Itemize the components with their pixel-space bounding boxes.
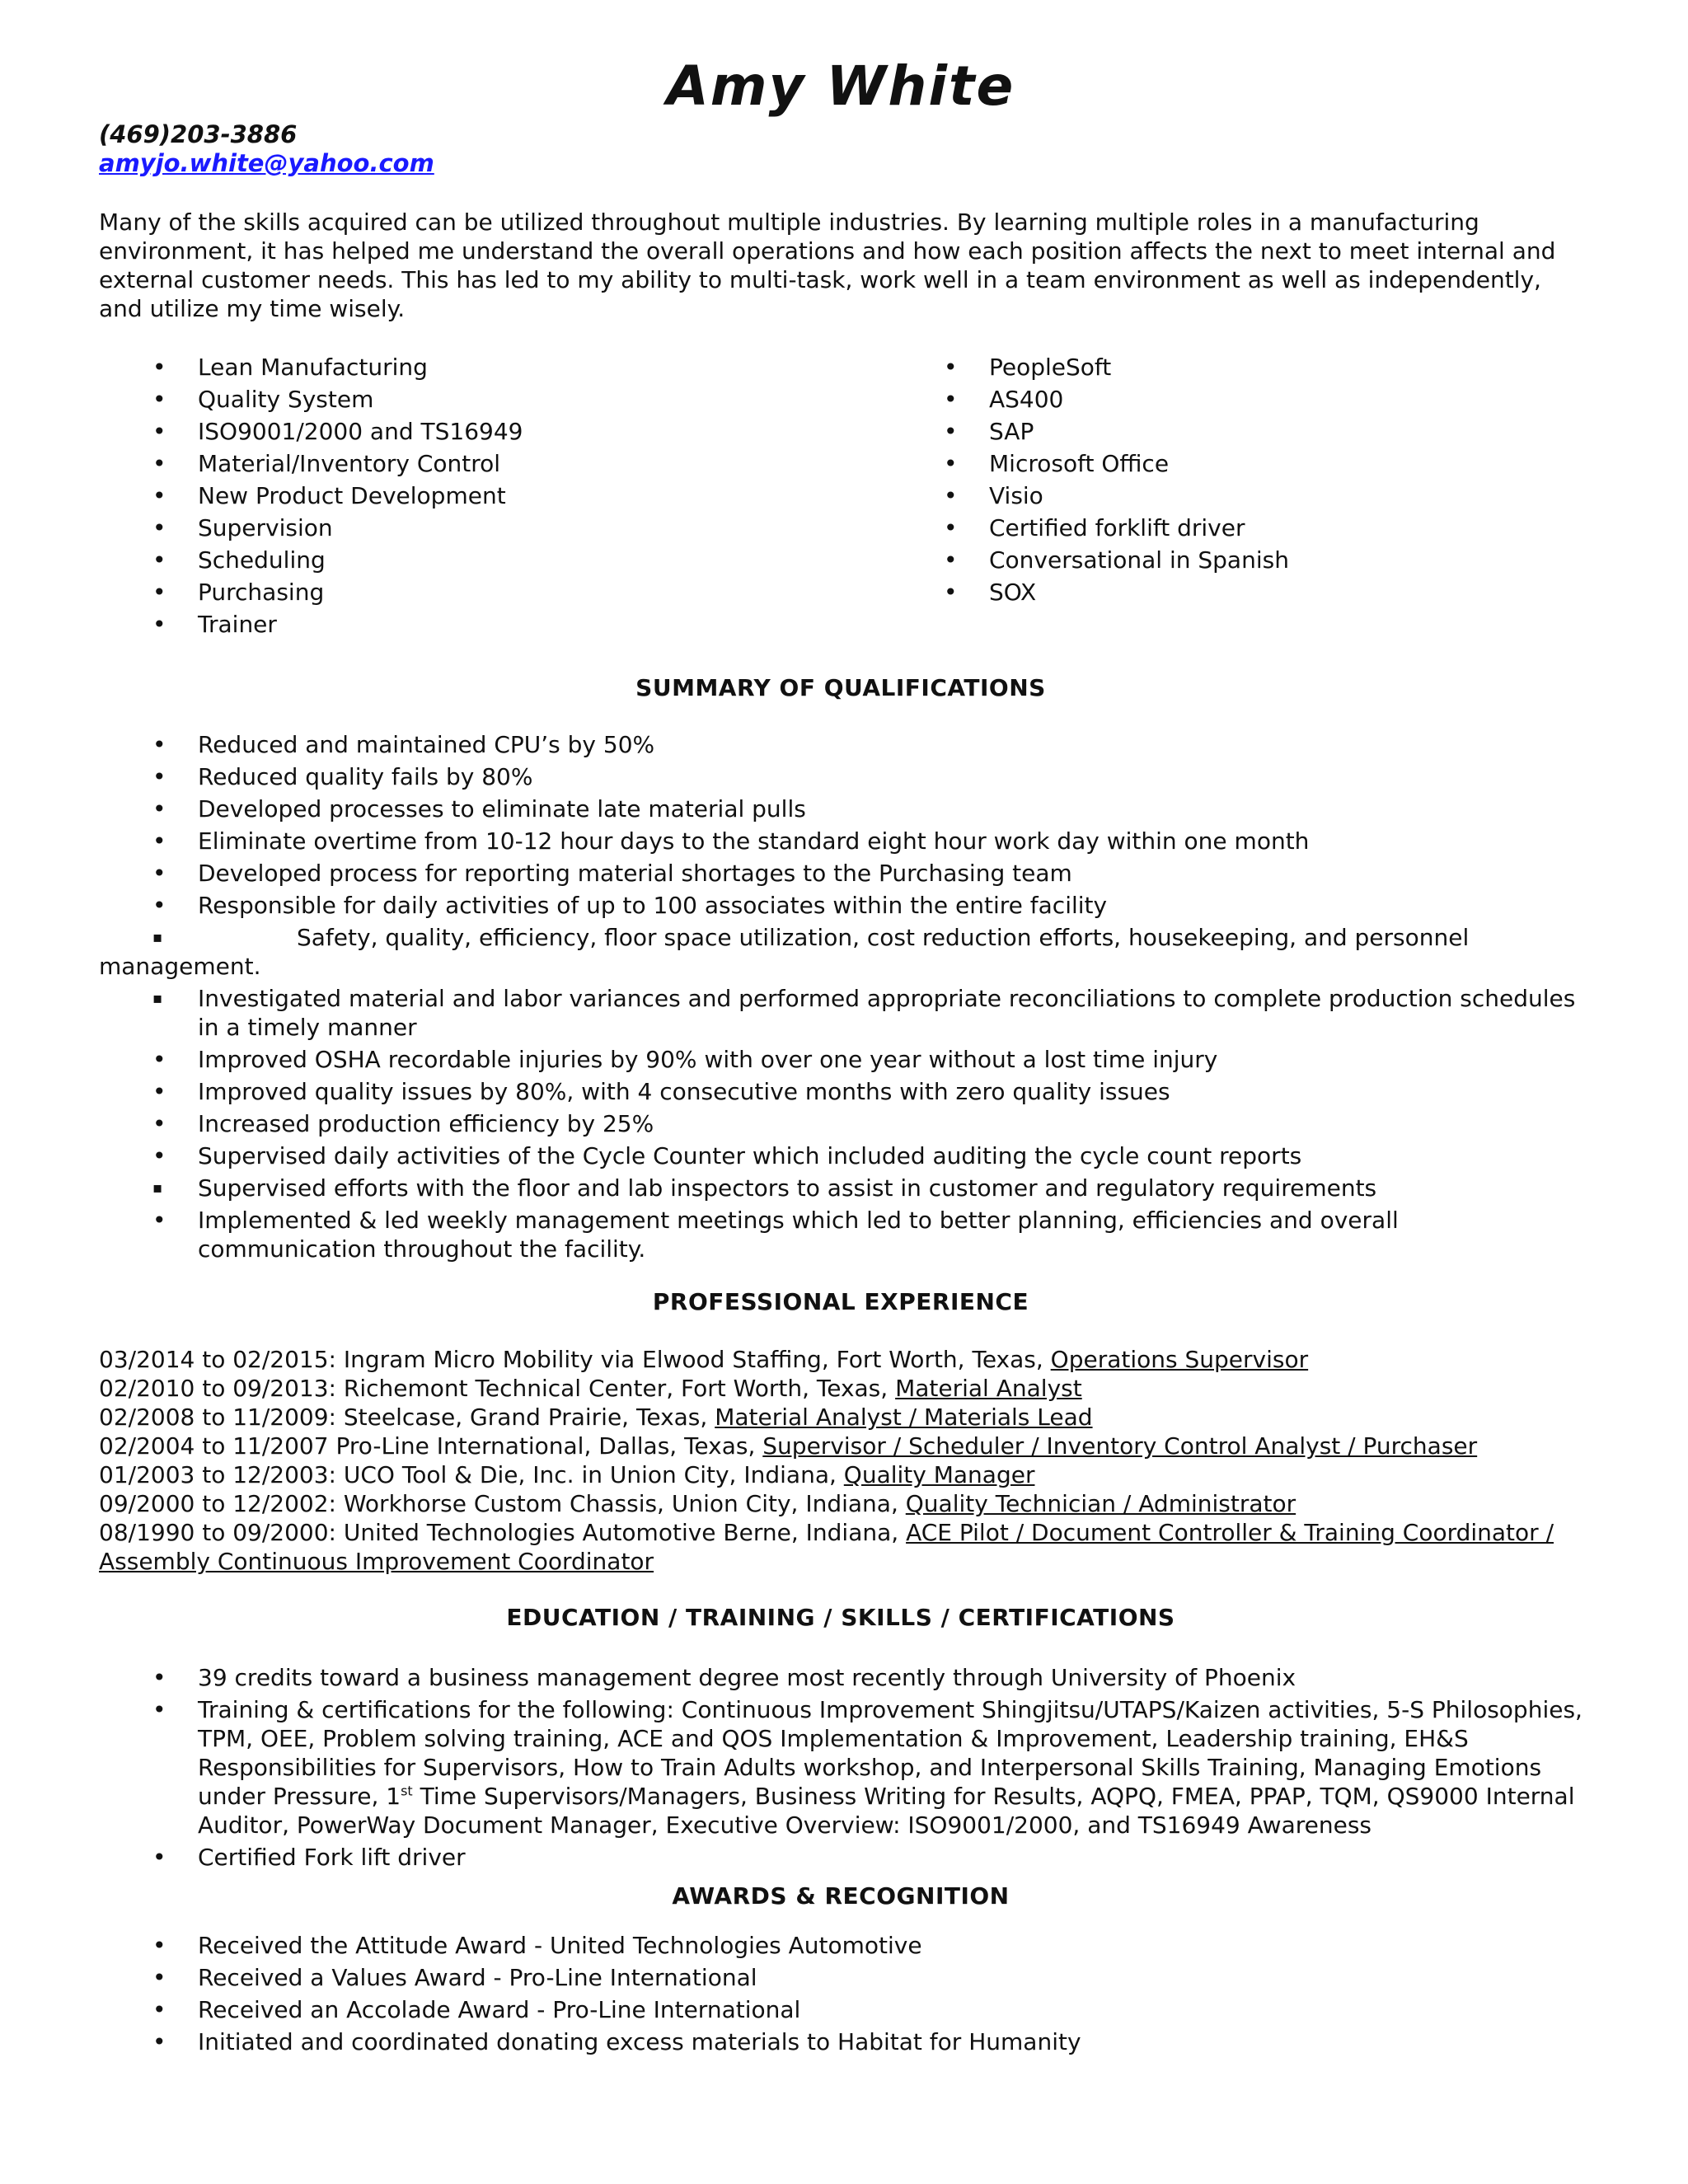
list-item: • Supervised daily activities of the Cycle Counter which included auditing the cycle count reports — [152, 1142, 1302, 1169]
list-item: • Visio — [890, 480, 1289, 512]
bullet-icon: • — [944, 386, 958, 413]
bullet-icon: • — [152, 546, 166, 574]
intro-paragraph: Many of the skills acquired can be utilized throughout multiple industries. By learning multiple roles in a manufacturing environment, it has helped me understand the overall operations and how each position affects the next to meet internal and external customer needs. This has led to my ability to multi-task, work well in a team environment as well as independently, and utilize my time wisely. — [99, 209, 1556, 322]
list-item: ▪ Investigated material and labor variances and performed appropriate reconciliations to complete production schedules in a timely manner — [152, 985, 1576, 1041]
bullet-icon: • — [944, 450, 958, 477]
experience-entry: 01/2003 to 12/2003: UCO Tool & Die, Inc. in Union City, Indiana, Quality Manager — [99, 1461, 1035, 1488]
job-title: Operations Supervisor — [1050, 1346, 1309, 1373]
job-title: Quality Technician / Administrator — [905, 1490, 1296, 1517]
experience-entry: 02/2008 to 11/2009: Steelcase, Grand Prairie, Texas, Material Analyst / Materials Lead — [99, 1404, 1093, 1431]
list-item: • Material/Inventory Control — [99, 448, 523, 480]
list-item: • Purchasing — [99, 576, 523, 608]
list-item: • ISO9001/2000 and TS16949 — [99, 415, 523, 448]
list-item: • Supervision — [99, 512, 523, 544]
candidate-name: Amy White — [666, 54, 1015, 118]
job-title: Material Analyst — [895, 1375, 1082, 1402]
list-item: ▪ Supervised efforts with the floor and lab inspectors to assist in customer and regulatory requirements — [152, 1174, 1377, 1202]
bullet-icon: • — [152, 579, 166, 606]
bullet-icon: • — [944, 514, 958, 541]
phone-number: (469)203-3886 — [99, 120, 298, 148]
list-item: • Eliminate overtime from 10-12 hour days to the standard eight hour work day within one month — [152, 827, 1310, 855]
awards-list — [99, 1931, 1582, 2060]
bullet-icon: • — [152, 795, 166, 823]
job-title: Material Analyst / Materials Lead — [715, 1404, 1093, 1431]
list-item: • Reduced quality fails by 80% — [152, 763, 533, 790]
bullet-icon: • — [152, 1996, 166, 2023]
list-item: • Trainer — [99, 608, 523, 640]
list-item: • Reduced and maintained CPU’s by 50% — [152, 731, 655, 758]
list-item: ▪ Safety, quality, efficiency, floor space utilization, cost reduction efforts, housekeeping, and personnel management. — [99, 924, 1470, 980]
job-title: ACE Pilot / Document Controller & Training Coordinator / Assembly Continuous Improvement Coordinator — [99, 1519, 1554, 1575]
list-item: • SAP — [890, 415, 1289, 448]
bullet-icon: • — [152, 763, 166, 790]
bullet-icon: • — [152, 1844, 166, 1871]
list-item: • Quality System — [99, 383, 523, 415]
experience-list — [99, 1345, 1582, 1576]
list-item: • Certified Fork lift driver — [152, 1844, 466, 1871]
square-bullet-icon: ▪ — [152, 929, 163, 946]
bullet-icon: • — [152, 1207, 166, 1234]
bullet-icon: • — [152, 827, 166, 855]
bullet-icon: • — [944, 354, 958, 381]
list-item: • Certified forklift driver — [890, 512, 1289, 544]
bullet-icon: • — [944, 482, 958, 509]
email-link[interactable]: amyjo.white@yahoo.com — [99, 149, 434, 177]
list-item: • Improved quality issues by 80%, with 4 consecutive months with zero quality issues — [152, 1078, 1170, 1105]
list-item: • SOX — [890, 576, 1289, 608]
list-item: • Initiated and coordinated donating excess materials to Habitat for Humanity — [152, 2028, 1081, 2055]
qualifications-list — [99, 730, 1582, 1267]
list-item: • PeopleSoft — [890, 351, 1289, 383]
bullet-icon: • — [152, 1110, 166, 1137]
list-item: • Developed process for reporting material shortages to the Purchasing team — [152, 860, 1072, 887]
experience-entry: 09/2000 to 12/2002: Workhorse Custom Chassis, Union City, Indiana, Quality Technician / Administrator — [99, 1490, 1296, 1517]
bullet-icon: • — [152, 514, 166, 541]
bullet-icon: • — [152, 1696, 166, 1723]
square-bullet-icon: ▪ — [152, 990, 163, 1007]
bullet-icon: • — [152, 1964, 166, 1991]
list-item: • AS400 — [890, 383, 1289, 415]
list-item: • Developed processes to eliminate late material pulls — [152, 795, 806, 823]
skills-left-column — [99, 351, 523, 640]
bullet-icon: • — [944, 418, 958, 445]
list-item: • Received a Values Award - Pro-Line International — [152, 1964, 757, 1991]
experience-entry: 02/2004 to 11/2007 Pro-Line International, Dallas, Texas, Supervisor / Scheduler / Inventory Control Analyst / Purchaser — [99, 1432, 1478, 1460]
qualifications-heading: SUMMARY OF QUALIFICATIONS — [635, 674, 1046, 701]
bullet-icon: • — [152, 611, 166, 638]
job-title: Quality Manager — [843, 1461, 1035, 1488]
experience-entry: 02/2010 to 09/2013: Richemont Technical Center, Fort Worth, Texas, Material Analyst — [99, 1375, 1082, 1402]
bullet-icon: • — [152, 2028, 166, 2055]
education-list — [99, 1663, 1582, 1875]
list-item: • Scheduling — [99, 544, 523, 576]
list-item: • Received the Attitude Award - United Technologies Automotive — [152, 1932, 922, 1959]
bullet-icon: • — [944, 579, 958, 606]
list-item: • Training & certifications for the following: Continuous Improvement Shingjitsu/UTAPS/Kaizen activities, 5-S Philosophies, TPM, OEE, Problem solving training, ACE and QOS Implementation & Improvement, Leadership training, EH&S Responsibilities for Supervisors, How to Train Adults workshop, and Interpersonal Skills Training, Managing Emotions under Pressure, 1st Time Supervisors/Managers, Business Writing for Results, AQPQ, FMEA, PPAP, TQM, QS9000 Internal Auditor, PowerWay Document Manager, Executive Overview: ISO9001/2000, and TS16949 Awareness — [152, 1696, 1582, 1839]
education-heading: EDUCATION / TRAINING / SKILLS / CERTIFICATIONS — [506, 1604, 1175, 1631]
bullet-icon: • — [152, 1664, 166, 1691]
list-item: • Microsoft Office — [890, 448, 1289, 480]
job-title: Supervisor / Scheduler / Inventory Control Analyst / Purchaser — [762, 1432, 1478, 1460]
list-item: • Lean Manufacturing — [99, 351, 523, 383]
bullet-icon: • — [152, 418, 166, 445]
bullet-icon: • — [152, 482, 166, 509]
list-item: • 39 credits toward a business management degree most recently through University of Phoenix — [152, 1664, 1296, 1691]
skills-right-column — [890, 351, 1289, 608]
experience-heading: PROFESSIONAL EXPERIENCE — [652, 1288, 1029, 1315]
square-bullet-icon: ▪ — [152, 1179, 163, 1197]
bullet-icon: • — [152, 892, 166, 919]
bullet-icon: • — [152, 1932, 166, 1959]
bullet-icon: • — [152, 386, 166, 413]
list-item: • Increased production efficiency by 25% — [152, 1110, 654, 1137]
bullet-icon: • — [944, 546, 958, 574]
bullet-icon: • — [152, 1078, 166, 1105]
experience-entry: 08/1990 to 09/2000: United Technologies Automotive Berne, Indiana, ACE Pilot / Document Controller & Training Coordinator / Assembly Continuous Improvement Coordinator — [99, 1519, 1554, 1575]
list-item: • Responsible for daily activities of up to 100 associates within the entire facility — [152, 892, 1108, 919]
bullet-icon: • — [152, 1046, 166, 1073]
bullet-icon: • — [152, 450, 166, 477]
list-item: • Implemented & led weekly management meetings which led to better planning, efficiencies and overall communication throughout the facility. — [152, 1207, 1399, 1263]
experience-entry: 03/2014 to 02/2015: Ingram Micro Mobility via Elwood Staffing, Fort Worth, Texas, Operations Supervisor — [99, 1346, 1309, 1373]
list-item: • Improved OSHA recordable injuries by 90% with over one year without a lost time injury — [152, 1046, 1218, 1073]
awards-heading: AWARDS & RECOGNITION — [672, 1882, 1010, 1910]
list-item: • New Product Development — [99, 480, 523, 512]
bullet-icon: • — [152, 1142, 166, 1169]
list-item: • Conversational in Spanish — [890, 544, 1289, 576]
bullet-icon: • — [152, 731, 166, 758]
bullet-icon: • — [152, 354, 166, 381]
bullet-icon: • — [152, 860, 166, 887]
list-item: • Received an Accolade Award - Pro-Line International — [152, 1996, 801, 2023]
